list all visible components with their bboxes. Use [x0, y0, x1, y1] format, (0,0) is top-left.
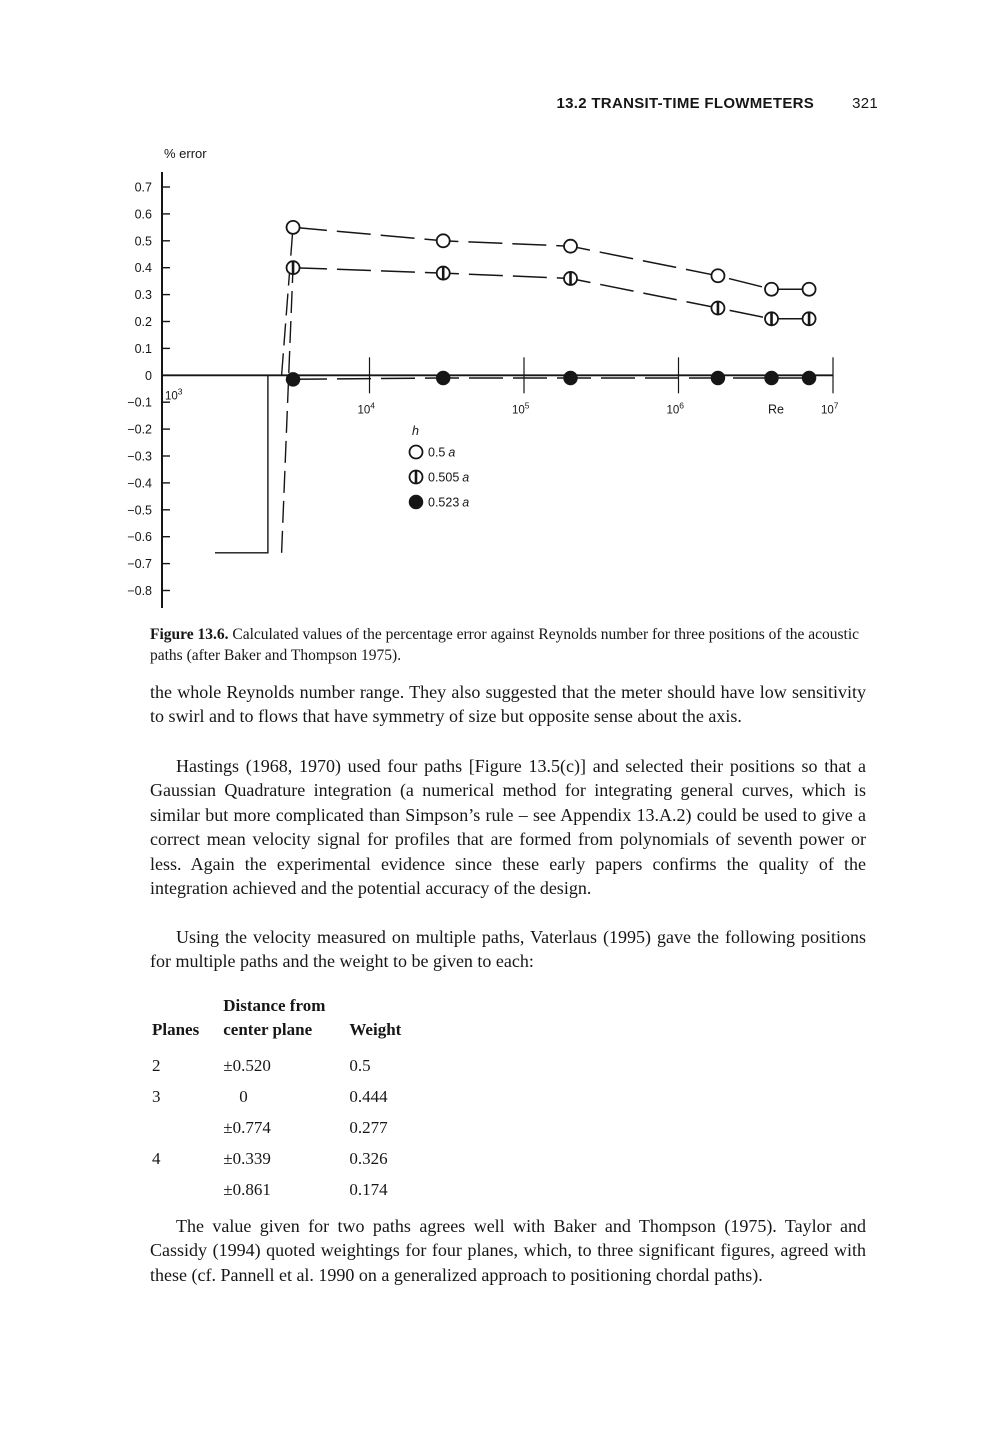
chart-axes: [127, 146, 838, 608]
marker-ring: [564, 240, 577, 253]
legend-marker: [410, 496, 423, 509]
cell-planes: 2: [152, 1055, 161, 1075]
data-point: [287, 221, 300, 234]
marker-ring: [287, 221, 300, 234]
series-line: [293, 227, 809, 289]
y-tick-label: −0.2: [127, 422, 152, 437]
marker-disc: [711, 371, 724, 384]
table-header-row: [140, 994, 413, 1050]
data-point: [711, 371, 724, 384]
data-point: [437, 371, 450, 384]
data-point: [564, 371, 577, 384]
page-number: 321: [852, 95, 878, 112]
series-line: [293, 268, 809, 319]
x-tick-label: $10^6$: [666, 400, 685, 417]
table-row: [140, 1174, 413, 1205]
dashed-rise-line: [282, 268, 293, 553]
marker-disc: [410, 496, 423, 509]
legend-marker: [410, 446, 423, 459]
legend-entry: 0.5 a: [428, 445, 456, 460]
legend-entry: 0.505 a: [428, 470, 470, 485]
y-tick-label: 0: [145, 368, 152, 383]
cell-distance: ±0.861: [223, 1179, 271, 1199]
data-point: [765, 283, 778, 296]
step-curve: [215, 375, 293, 553]
section-title: 13.2 TRANSIT-TIME FLOWMETERS: [556, 95, 815, 112]
marker-ring: [711, 269, 724, 282]
x-axis-label: Re: [768, 402, 784, 417]
x-tick-label: $10^7$: [821, 400, 839, 417]
x-tick-label: $10^4$: [357, 400, 376, 417]
y-tick-label: −0.3: [127, 449, 152, 464]
data-point: [564, 240, 577, 253]
data-point: [287, 261, 300, 274]
cell-weight: 0.174: [349, 1179, 388, 1199]
data-point: [765, 312, 778, 325]
error-vs-reynolds-chart: [0, 0, 1008, 620]
legend-title: h: [412, 424, 419, 438]
y-tick-label: 0.7: [134, 180, 152, 195]
cell-distance: 0: [239, 1086, 248, 1106]
cell-distance: ±0.774: [223, 1117, 271, 1137]
marker-ring: [803, 283, 816, 296]
cell-planes: [140, 1112, 211, 1143]
x-tick-label: $10^5$: [512, 400, 530, 417]
caption-text: Calculated values of the percentage error against Reynolds number for three positions of the acoustic paths (after Baker and Thompson 1975).: [150, 626, 860, 664]
y-tick-label: 0.1: [134, 341, 152, 356]
y-tick-label: 0.6: [134, 207, 152, 222]
cell-weight: 0.444: [349, 1086, 388, 1106]
header-distance: [211, 994, 337, 1050]
legend-marker: [410, 471, 423, 484]
x-tick-label: $10^3$: [165, 386, 183, 403]
y-tick-label: −0.7: [127, 557, 152, 572]
y-tick-label: 0.5: [134, 234, 152, 249]
table-row: [140, 1143, 413, 1174]
y-axis-label: % error: [164, 146, 207, 161]
path-weights-table: [140, 994, 413, 1205]
marker-disc: [437, 371, 450, 384]
figure-caption: [150, 624, 860, 666]
cell-planes: [140, 1174, 211, 1205]
paragraph-4: The value given for two paths agrees well with Baker and Thompson (1975). Taylor and Cassidy (1994) quoted weightings for four planes, which, to three significant figures, agreed with these (cf. Pannell et al. 1990 on a generalized approach to positioning chordal paths).: [150, 1216, 866, 1285]
y-tick-label: −0.5: [127, 503, 152, 518]
caption-label: Figure 13.6.: [150, 626, 229, 643]
y-tick-label: 0.2: [134, 315, 152, 329]
marker-disc: [803, 371, 816, 384]
header-distance-line2: center plane: [223, 1020, 313, 1039]
data-point: [711, 302, 724, 315]
header-weight: Weight: [349, 1020, 402, 1039]
data-point: [437, 267, 450, 280]
header-distance-line1: Distance from: [223, 996, 326, 1015]
y-tick-label: 0.4: [134, 261, 152, 276]
paragraph-2: Hastings (1968, 1970) used four paths [Figure 13.5(c)] and selected their positions so that a Gaussian Quadrature integration (a numerical method for integrating general curves, which is similar but more complicated than Simpson’s rule – see Appendix 13.A.2) could be used to give a correct mean velocity signal for profiles that are formed from polynomials of seventh power or less. Again the experimental evidence since these early papers confirms the quality of the integration achieved and the potential accuracy of the design.: [150, 756, 866, 899]
data-point: [564, 272, 577, 285]
cell-weight: 0.277: [349, 1117, 388, 1137]
series-line: [293, 378, 809, 379]
data-point: [287, 373, 300, 386]
cell-weight: 0.5: [349, 1055, 371, 1075]
header-planes: Planes: [152, 1020, 200, 1039]
data-point: [803, 312, 816, 325]
marker-ring: [437, 234, 450, 247]
cell-distance: ±0.520: [223, 1055, 271, 1075]
data-point: [711, 269, 724, 282]
cell-distance: ±0.339: [223, 1148, 271, 1168]
data-point: [437, 234, 450, 247]
y-tick-label: −0.8: [127, 584, 152, 598]
data-point: [803, 371, 816, 384]
y-tick-label: −0.4: [127, 476, 152, 491]
table-row: [140, 1081, 413, 1112]
cell-planes: 4: [152, 1148, 161, 1168]
data-point: [765, 371, 778, 384]
table-row: [140, 1050, 413, 1081]
cell-planes: 3: [152, 1086, 161, 1106]
cell-weight: 0.326: [349, 1148, 388, 1168]
y-tick-label: −0.6: [127, 530, 152, 545]
data-point: [803, 283, 816, 296]
paragraph-3: Using the velocity measured on multiple paths, Vaterlaus (1995) gave the following positions for multiple paths and the weight to be given to each:: [150, 927, 866, 972]
marker-ring: [765, 283, 778, 296]
legend-entry: 0.523 a: [428, 495, 470, 510]
table-row: [140, 1112, 413, 1143]
marker-disc: [287, 373, 300, 386]
marker-disc: [564, 371, 577, 384]
y-tick-label: −0.1: [127, 395, 152, 410]
chart-markers: [287, 221, 816, 386]
y-tick-label: 0.3: [134, 288, 152, 303]
marker-ring: [410, 446, 423, 459]
paragraph-1: the whole Reynolds number range. They also suggested that the meter should have low sensitivity to swirl and to flows that have symmetry of size but opposite sense about the axis.: [150, 682, 866, 727]
marker-disc: [765, 371, 778, 384]
chart-legend: [410, 424, 470, 510]
